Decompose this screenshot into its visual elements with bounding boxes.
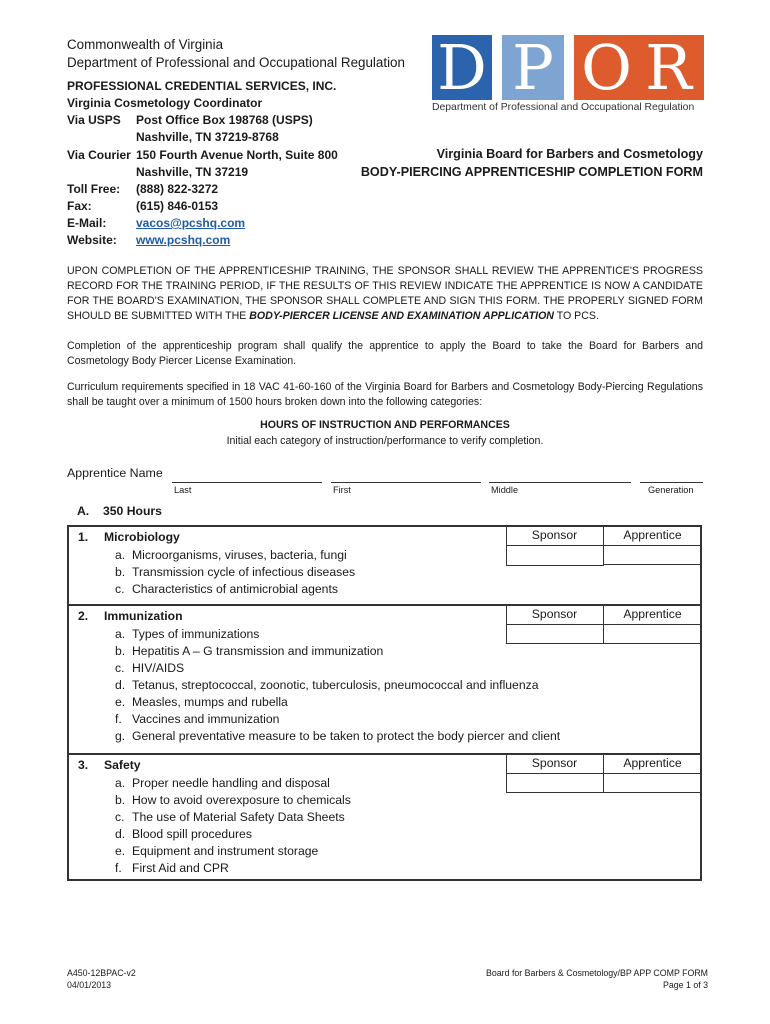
dpor-logo [432, 31, 704, 117]
form-title: BODY-PIERCING APPRENTICESHIP COMPLETION FORM [360, 165, 703, 179]
middle-name-label: Middle [491, 485, 519, 495]
agency-name: Commonwealth of Virginia [67, 37, 224, 52]
courier-label: Via Courier [67, 148, 131, 162]
footer-page-number: Page 1 of 3 [663, 980, 708, 990]
category-3-item-text: The use of Material Safety Data Sheets [132, 810, 345, 824]
category-3-item-letter: b. [115, 793, 126, 807]
courier-address-line1: 150 Fourth Avenue North, Suite 800 [136, 148, 338, 162]
category-2-item-text: Hepatitis A – G transmission and immunization [132, 644, 384, 658]
category-3-item-text: Proper needle handling and disposal [132, 776, 330, 790]
category-2-item-letter: a. [115, 627, 126, 641]
intro-p1-text: UPON COMPLETION OF THE APPRENTICESHIP TRAINING, THE SPONSOR SHALL REVIEW THE APPRENTICE'S PROGRESS RECORD FOR THE TRAINING PERIOD, IF THE RESULTS OF THIS REVIEW INDICATE THE APPRENTICE IS NOW A CANDIDATE FOR THE BOARD'S EXAMINATION, THE SPONSOR SHALL COMPLETE AND SIGN THIS FORM. THE PROPERLY SIGNED FORM SHOULD BE SUBMITTED WITH THE [67, 265, 703, 322]
hours-heading: HOURS OF INSTRUCTION AND PERFORMANCES [260, 419, 510, 431]
board-name: Virginia Board for Barbers and Cosmetology [436, 147, 703, 161]
middle-name-input[interactable] [489, 482, 631, 483]
category-2-item-text: Vaccines and immunization [132, 712, 280, 726]
department-name: Department of Professional and Occupational Regulation [67, 55, 405, 70]
category-2-item-letter: c. [115, 661, 125, 675]
tollfree-number: (888) 822-3272 [136, 182, 219, 196]
email-label: E-Mail: [67, 216, 107, 230]
intro-paragraph-2: Completion of the apprenticeship program shall qualify the apprentice to apply the Board to take the Board for Barbers and Cosmetology Body Piercer License Examination. [67, 340, 703, 367]
category-1-initial-divider [506, 545, 701, 546]
category-3-item-letter: f. [115, 861, 122, 875]
category-1-item-letter: c. [115, 582, 125, 596]
usps-address-line2: Nashville, TN 37219-8768 [136, 130, 279, 144]
category-2-item-text: Measles, mumps and rubella [132, 695, 288, 709]
category-3-item-letter: d. [115, 827, 126, 841]
category-3-number: 3. [78, 758, 89, 772]
category-2-apprentice-label: Apprentice [623, 607, 682, 621]
usps-label: Via USPS [67, 113, 121, 127]
category-3-item-letter: e. [115, 844, 126, 858]
fax-number: (615) 846-0153 [136, 199, 219, 213]
intro-p1-end: TO PCS. [553, 310, 599, 322]
fax-label: Fax: [67, 199, 92, 213]
category-1-item-letter: a. [115, 548, 126, 562]
category-2-item-text: Tetanus, streptococcal, zoonotic, tuberculosis, pneumococcal and influenza [132, 678, 539, 692]
intro-paragraph-3: Curriculum requirements specified in 18 VAC 41-60-160 of the Virginia Board for Barbers and Cosmetology Body-Piercing Regulations shall be taught over a minimum of 1500 hours broken down into the following categories: [67, 381, 703, 408]
intro-paragraph-1 [67, 264, 703, 324]
category-2-item-text: HIV/AIDS [132, 661, 185, 675]
email-link[interactable]: vacos@pcshq.com [136, 216, 246, 230]
category-3-item-text: Equipment and instrument storage [132, 844, 319, 858]
category-2-item-letter: g. [115, 729, 126, 743]
logo-letter-p: P [512, 31, 554, 104]
first-name-input[interactable] [331, 482, 481, 483]
footer-document-name: Board for Barbers & Cosmetology/BP APP COMP FORM [486, 968, 708, 978]
category-3-item-letter: a. [115, 776, 126, 790]
category-2-item-text: Types of immunizations [132, 627, 260, 641]
category-3-item-text: How to avoid overexposure to chemicals [132, 793, 351, 807]
category-2-item-letter: b. [115, 644, 126, 658]
category-2-sponsor-label: Sponsor [531, 607, 578, 621]
last-name-label: Last [174, 485, 192, 495]
category-3-apprentice-label: Apprentice [623, 756, 682, 770]
logo-letter-o: O [581, 31, 632, 104]
category-3-initial-divider [506, 773, 701, 774]
footer-form-id: A450-12BPAC-v2 [67, 968, 136, 978]
section-a-letter: A. [77, 504, 90, 518]
category-2-item-text: General preventative measure to be taken to protect the body piercer and client [132, 729, 561, 743]
category-1-item-text: Transmission cycle of infectious diseases [132, 565, 356, 579]
tollfree-label: Toll Free: [67, 182, 121, 196]
intro-p1-emphasis: BODY-PIERCER LICENSE AND EXAMINATION APPLICATION [249, 310, 554, 322]
last-name-input[interactable] [172, 482, 322, 483]
category-3-item-text: Blood spill procedures [132, 827, 252, 841]
footer-date: 04/01/2013 [67, 980, 112, 990]
first-name-label: First [333, 485, 351, 495]
generation-input[interactable] [640, 482, 703, 483]
logo-letter-r: R [645, 31, 692, 104]
website-link[interactable]: www.pcshq.com [136, 233, 231, 247]
category-2-number: 2. [78, 609, 89, 623]
category-1-number: 1. [78, 530, 89, 544]
category-2-initial-divider [506, 624, 701, 625]
category-3-title: Safety [104, 758, 141, 772]
category-2-title: Immunization [104, 609, 183, 623]
hours-subheading: Initial each category of instruction/performance to verify completion. [226, 435, 544, 447]
category-2-item-letter: e. [115, 695, 126, 709]
category-3-sponsor-label: Sponsor [531, 756, 578, 770]
category-1-item-text: Microorganisms, viruses, bacteria, fungi [132, 548, 347, 562]
courier-address-line2: Nashville, TN 37219 [136, 165, 249, 179]
section-a-title: 350 Hours [103, 504, 162, 518]
logo-subtitle: Department of Professional and Occupational Regulation [432, 102, 695, 113]
apprentice-name-label: Apprentice Name [67, 466, 163, 480]
category-1-item-letter: b. [115, 565, 126, 579]
category-2-item-letter: f. [115, 712, 122, 726]
category-3-item-letter: c. [115, 810, 125, 824]
vendor-name: PROFESSIONAL CREDENTIAL SERVICES, INC. [67, 79, 337, 93]
category-3-item-text: First Aid and CPR [132, 861, 229, 875]
category-1-apprentice-label: Apprentice [623, 528, 682, 542]
category-1-title: Microbiology [104, 530, 180, 544]
website-label: Website: [67, 233, 117, 247]
usps-address-line1: Post Office Box 198768 (USPS) [136, 113, 313, 127]
generation-label: Generation [648, 485, 694, 495]
category-2-item-letter: d. [115, 678, 126, 692]
category-1-sponsor-label: Sponsor [531, 528, 578, 542]
category-1-item-text: Characteristics of antimicrobial agents [132, 582, 338, 596]
logo-letter-d: D [437, 31, 487, 104]
vendor-coordinator: Virginia Cosmetology Coordinator [67, 96, 263, 110]
